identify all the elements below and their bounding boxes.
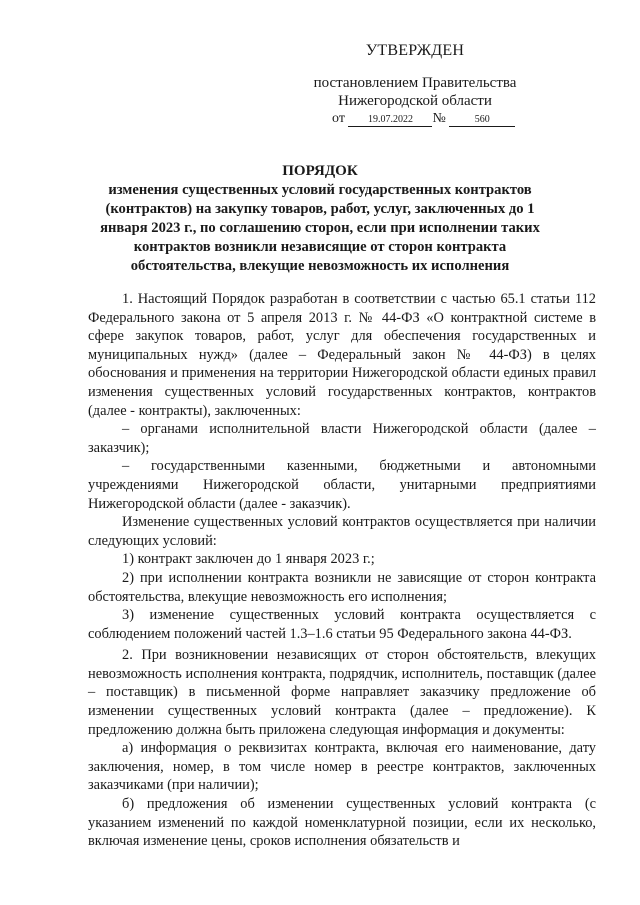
approval-stamp	[300, 42, 530, 128]
paragraph-condition: 1) контракт заключен до 1 января 2023 г.;	[122, 551, 375, 568]
paragraph-condition: 3) изменение существенных условий контракта осуществляется с соблюдением положений частей 1.3–1.6 статьи 95 Федерального закона 44-ФЗ.	[88, 607, 596, 642]
paragraph-subitem-b: б) предложения об изменении существенных условий контракта (с указанием изменений по каждой номенклатурной позиции, если их несколько, включая изменение цены, сроков исполнения обязательств и	[88, 796, 596, 850]
approval-number: 560	[449, 114, 515, 127]
paragraph-condition: 2) при исполнении контракта возникли не зависящие от сторон контракта обстоятельства, влекущие невозможность его исполнения;	[88, 569, 596, 605]
approval-line-2: Нижегородской области	[338, 93, 492, 109]
number-label: №	[432, 111, 446, 126]
document-heading	[86, 162, 554, 276]
paragraph-1: 1. Настоящий Порядок разработан в соответствии с частью 65.1 статьи 112 Федерального закона от 5 апреля 2013 г. № 44-ФЗ «О контрактной системе в сфере закупок товаров, работ, услуг для обеспечения государственных и муниципальных нужд» (далее – Федеральный закон № 44-ФЗ) в целях обоснования и применения на территории Нижегородской области единых правил изменения существенных условий государственных контрактов, контрактов (далее - контракты), заключенных:	[88, 291, 596, 419]
approval-date: 19.07.2022	[348, 114, 432, 127]
document-title: ПОРЯДОК	[282, 163, 358, 179]
paragraph-2: 2. При возникновении независящих от сторон обстоятельств, влекущих невозможность исполнения контракта, подрядчик, исполнитель, поставщик (далее – поставщик) в письменной форме направляет заказчику предложение об изменении существенных условий контракта (далее – предложение). К предложению должна быть приложена следующая информация и документы:	[88, 647, 596, 738]
paragraph-subitem-a: а) информация о реквизитах контракта, включая его наименование, дату заключения, номер, в том числе номер в реестре контрактов, заключенных заказчиками (при наличии);	[88, 740, 596, 794]
approved-label: УТВЕРЖДЕН	[365, 42, 465, 59]
approval-date-line	[300, 110, 530, 128]
document-subtitle: изменения существенных условий государственных контрактов (контрактов) на закупку товаров, работ, услуг, заключенных до 1 января 2023 г., по соглашению сторон, если при исполнении таких контрактов возникли независящие от сторон контракта обстоятельства, влекущие невозможность их исполнения	[100, 182, 540, 274]
approval-line-1: постановлением Правительства	[313, 75, 517, 91]
paragraph-list-item: – органами исполнительной власти Нижегородской области (далее – заказчик);	[88, 421, 596, 456]
document-body	[88, 290, 596, 851]
paragraph-conditions-intro: Изменение существенных условий контрактов осуществляется при наличии следующих условий:	[88, 514, 596, 549]
paragraph-list-item: – государственными казенными, бюджетными и автономными учреждениями Нижегородской области, унитарными предприятиями Нижегородской области (далее - заказчик).	[88, 458, 596, 512]
from-label: от	[332, 111, 345, 126]
